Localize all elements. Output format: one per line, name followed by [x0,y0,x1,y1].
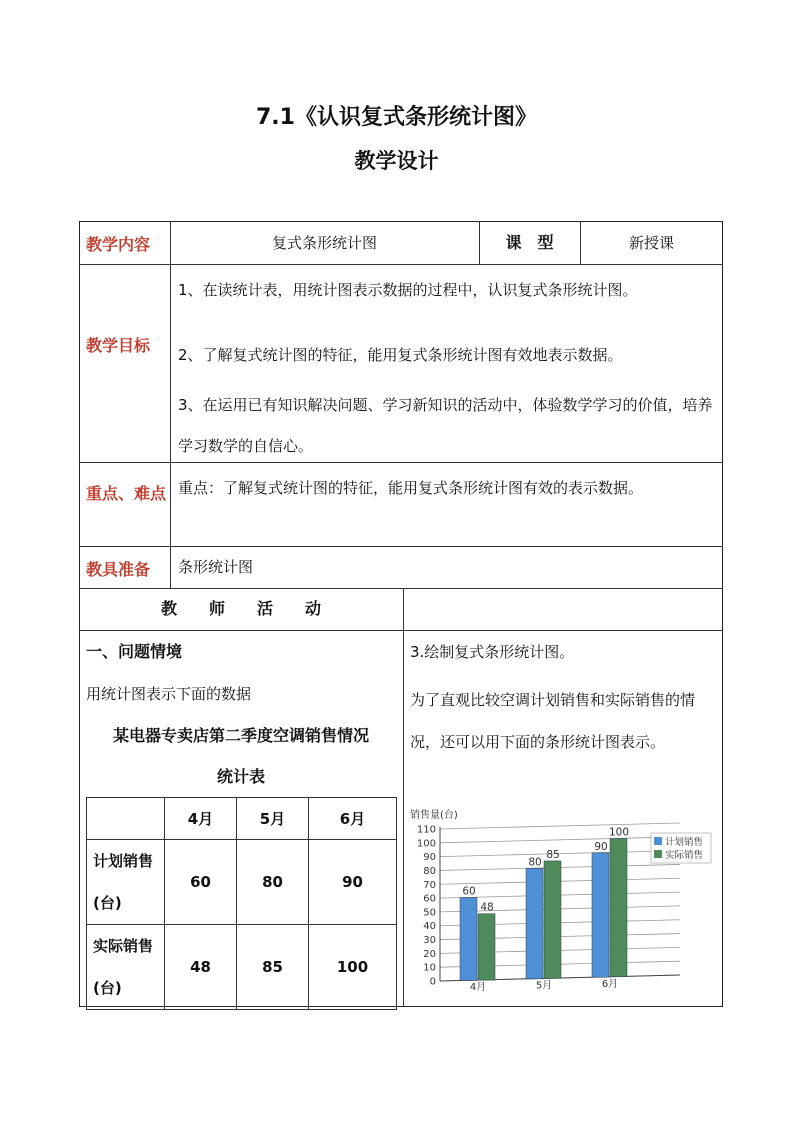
goal-3: 3、在运用已有知识解决问题、学习新知识的活动中，体验数学学习的价值，培养学习数学的自信心。 [178,396,713,455]
column-header: 5月 [237,798,309,840]
y-tick-label: 0 [429,976,436,988]
doc-title: 7.1《认识复式条形统计图》 [256,105,537,130]
description-text: 为了直观比较空调计划销售和实际销售的情况，还可以用下面的条形统计图表示。 [410,691,696,751]
instruction-text: 用统计图表示下面的数据 [86,685,252,703]
data-label: 85 [546,848,560,861]
activity-header: 教 师 活 动 [160,599,321,618]
y-tick-label: 110 [416,824,436,836]
content-label: 教学内容 [86,235,151,254]
data-label: 100 [608,826,630,839]
sales-bar-chart [407,803,717,999]
prep-value: 条形统计图 [178,558,254,576]
y-tick-label: 40 [423,921,436,933]
data-label: 60 [462,885,476,898]
bar [610,839,627,977]
goal-1: 1、在读统计表，用统计图表示数据的过程中，认识复式条形统计图。 [178,281,638,299]
type-label: 课 型 [505,233,554,252]
step-text: 3.绘制复式条形统计图。 [410,643,575,661]
prep-label: 教具准备 [86,560,151,579]
table-cell: 100 [309,925,397,1010]
x-tick-label: 4月 [469,982,487,994]
column-header: 4月 [165,798,237,840]
y-tick-label: 60 [423,893,436,905]
x-tick-label: 6月 [601,978,619,990]
x-tick-label: 5月 [535,980,553,992]
doc-subtitle: 教学设计 [354,149,439,173]
column-header: 6月 [309,798,397,840]
y-axis-label: 销售量(台) [410,810,458,821]
legend-label: 实际销售 [665,850,704,861]
table-cell: 90 [309,840,397,925]
row-header: 实际销售(台) [87,925,165,1010]
sales-table [86,797,397,1010]
data-label: 90 [594,840,608,853]
goal-2: 2、了解复式统计图的特征，能用复式条形统计图有效地表示数据。 [178,346,623,364]
y-tick-label: 50 [423,907,436,919]
grid-line [440,837,680,843]
legend-swatch [654,850,662,858]
table-cell: 80 [237,840,309,925]
grid-line [440,823,680,829]
data-label: 80 [528,856,542,869]
bar [526,868,543,979]
row-header: 计划销售(台) [87,840,165,925]
legend-label: 计划销售 [665,837,704,848]
y-tick-label: 30 [423,935,436,947]
bar [592,853,609,977]
table-cell: 48 [165,925,237,1010]
legend-swatch [654,837,662,845]
y-tick-label: 100 [416,838,436,850]
bar [460,898,477,981]
table-cell: 60 [165,840,237,925]
goals-label: 教学目标 [86,336,151,355]
y-tick-label: 10 [423,962,436,974]
y-tick-label: 90 [423,852,436,864]
bar [478,914,495,980]
sales-table-title-2: 统计表 [216,767,265,786]
key-label: 重点、难点 [86,484,167,503]
y-tick-label: 20 [423,948,436,960]
y-tick-label: 70 [423,879,436,891]
table-corner [87,798,165,840]
bar [544,861,561,978]
key-value: 重点：了解复式统计图的特征，能用复式条形统计图有效的表示数据。 [178,479,644,497]
content-value: 复式条形统计图 [271,234,377,252]
type-value: 新授课 [628,234,674,252]
grid-line [440,851,680,857]
y-tick-label: 80 [423,865,436,877]
table-cell: 85 [237,925,309,1010]
data-label: 48 [480,901,494,914]
sales-table-title: 某电器专卖店第二季度空调销售情况 [112,726,369,745]
section-title: 一、问题情境 [86,642,183,661]
